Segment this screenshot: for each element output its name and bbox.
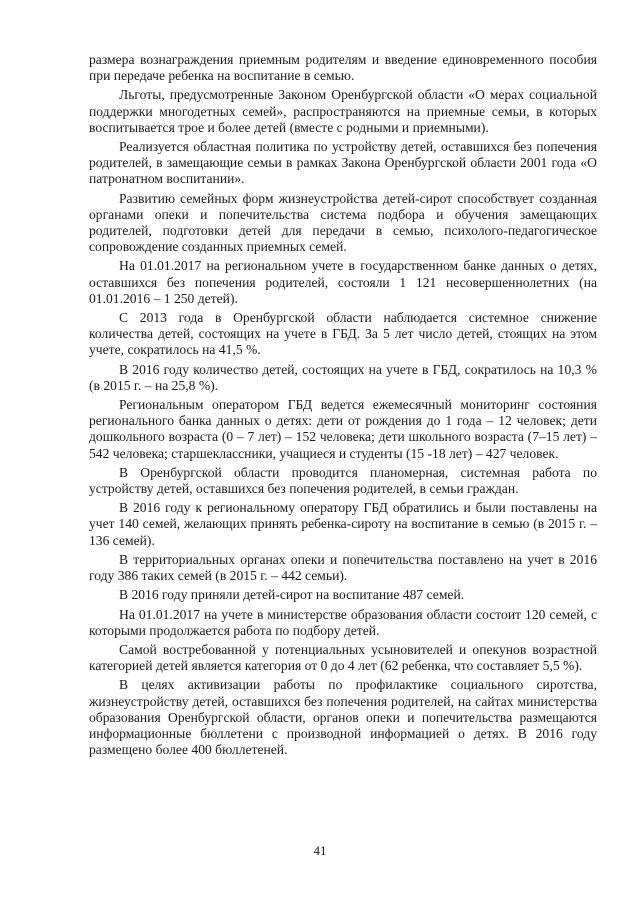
paragraph-decline-since-2013: С 2013 года в Оренбургской области наблюдается системное снижение количества детей, состоящих на учете в ГБД. За 5 лет число детей, стоящих на этом учете, сократилось на 41,5 %. [89, 310, 597, 358]
paragraph-registry-2017: На 01.01.2017 на региональном учете в государственном банке данных о детях, оставшихся без попечения родителей, состояли 1 121 несовершеннолетних (на 01.01.2016 – 1 250 детей). [89, 258, 597, 306]
paragraph-operator-families: В 2016 году к региональному оператору ГБД обратились и были поставлены на учет 140 семей, желающих принять ребенка-сироту на воспитание в семью (в 2015 г. – 136 семей). [89, 500, 597, 548]
paragraph-families-accepted: В 2016 году приняли детей-сирот на воспитание 487 семей. [119, 587, 465, 603]
paragraph-patronage-law: Реализуется областная политика по устройству детей, оставшихся без попечения родителей, в замещающие семьи в рамках Закона Оренбургской области 2001 года «О патронатном воспитании». [89, 139, 597, 187]
paragraph-decline-2016: В 2016 году количество детей, состоящих на учете в ГБД, сократилось на 10,3 % (в 2015 г. – на 25,8 %). [89, 361, 597, 393]
paragraph-continuation: размера вознаграждения приемным родителям и введение единовременного пособия при передаче ребенка на воспитание в семью. [89, 52, 597, 84]
document-body [89, 52, 597, 761]
paragraph-family-forms: Развитию семейных форм жизнеустройства детей-сирот способствует созданная органами опеки и попечительства система подбора и обучения замещающих родителей, подготовки детей для передачи в семью, психолого-педагогическое сопровождение созданных приемных семей. [89, 190, 597, 255]
paragraph-benefits-law: Льготы, предусмотренные Законом Оренбургской области «О мерах социальной поддержки многодетных семей», распространяются на приемные семьи, в которых воспитывается трое и более детей (вместе с родными и приемными). [89, 87, 597, 135]
paragraph-age-category: Самой востребованной у потенциальных усыновителей и опекунов возрастной категорией детей является категория от 0 до 4 лет (62 ребенка, что составляет 5,5 %). [89, 641, 597, 674]
paragraph-territorial-bodies: В территориальных органах опеки и попечительства поставлено на учет в 2016 году 386 таких семей (в 2015 г. – 442 семьи). [89, 551, 597, 584]
paragraph-systematic-work: В Оренбургской области проводится планомерная, системная работа по устройству детей, оставшихся без попечения родителей, в семьи граждан. [89, 464, 597, 497]
paragraph-ministry-registry: На 01.01.2017 на учете в министерстве образования области состоит 120 семей, с которыми продолжается работа по подбору детей. [89, 606, 597, 638]
page-number: 41 [313, 843, 327, 858]
paragraph-bulletins: В целях активизации работы по профилактике социального сиротства, жизнеустройству детей, оставшихся без попечения родителей, на сайтах министерства образования Оренбургской области, органов опеки и попечительства размещаются информационные бюллетени с производной информацией о детях. В 2016 году размещено более 400 бюллетеней. [89, 677, 597, 758]
paragraph-monitoring: Региональным оператором ГБД ведется ежемесячный мониторинг состояния регионального банка данных о детях: дети от рождения до 1 года – 12 человек; дети дошкольного возраста (0 – 7 лет) – 152 человека; дети школьного возраста (7–15 лет) – 542 человека; старшеклассники, учащиеся и студенты (15 -18 лет) – 427 человек. [89, 397, 597, 461]
